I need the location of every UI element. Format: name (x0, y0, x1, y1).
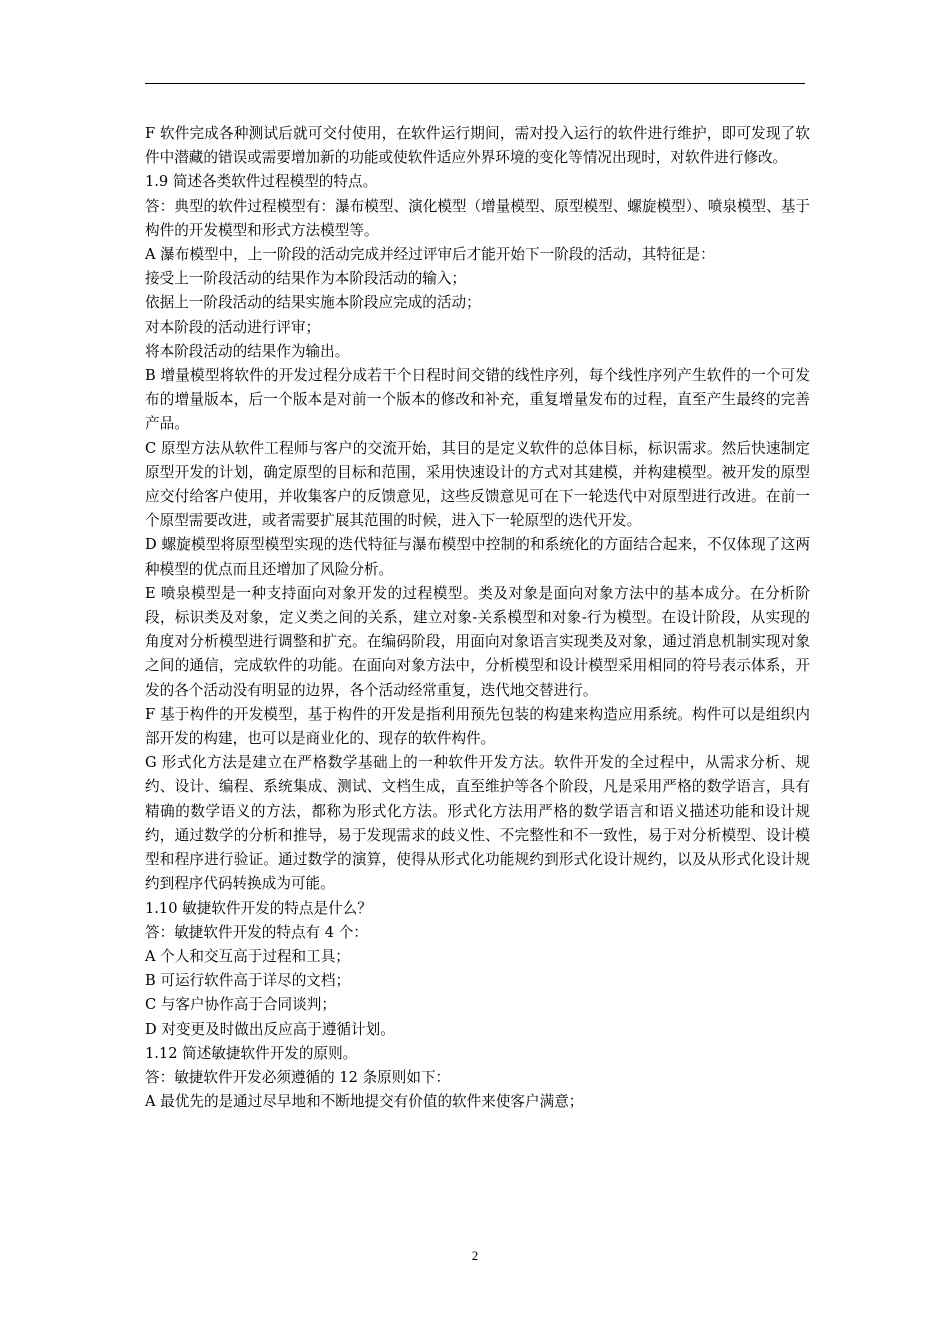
paragraph: D 螺旋模型将原型模型实现的迭代特征与瀑布模型中控制的和系统化的方面结合起来，不仅体现了这两种模型的优点而且还增加了风险分析。 (145, 536, 810, 578)
paragraph: C 与客户协作高于合同谈判； (145, 996, 336, 1014)
paragraph: 接受上一阶段活动的结果作为本阶段活动的输入； (145, 270, 467, 288)
page-number: 2 (471, 1248, 479, 1263)
paragraph: A 瀑布模型中，上一阶段的活动完成并经过评审后才能开始下一阶段的活动，其特征是： (145, 246, 715, 264)
section-question: 1.10 敏捷软件开发的特点是什么？ (145, 899, 372, 917)
paragraph: D 对变更及时做出反应高于遵循计划。 (145, 1020, 395, 1038)
paragraph: 答：典型的软件过程模型有：瀑布模型、演化模型（增量模型、原型模型、螺旋模型）、喷泉模型、基于构件的开发模型和形式方法模型等。 (145, 197, 810, 239)
page-body (145, 122, 810, 1114)
section-question: 1.12 简述敏捷软件开发的原则。 (145, 1044, 358, 1062)
paragraph: A 最优先的是通过尽早地和不断地提交有价值的软件来使客户满意； (145, 1093, 584, 1111)
section-question: 1.9 简述各类软件过程模型的特点。 (145, 173, 378, 191)
paragraph: C 原型方法从软件工程师与客户的交流开始，其目的是定义软件的总体目标，标识需求。然后快速制定原型开发的计划，确定原型的目标和范围，采用快速设计的方式对其建模，并构建模型。被开发的原型应交付给客户使用，并收集客户的反馈意见，这些反馈意见可在下一轮迭代中对原型进行改进。在前一个原型需要改进，或者需要扩展其范围的时候，进入下一轮原型的迭代开发。 (145, 439, 810, 530)
paragraph: 对本阶段的活动进行评审； (145, 318, 321, 336)
paragraph: 依据上一阶段活动的结果实施本阶段应完成的活动； (145, 294, 481, 312)
paragraph: G 形式化方法是建立在严格数学基础上的一种软件开发方法。软件开发的全过程中，从需求分析、规约、设计、编程、系统集成、测试、文档生成，直至维护等各个阶段，凡是采用严格的数学语言，具有精确的数学语义的方法，都称为形式化方法。形式化方法用严格的数学语言和语义描述功能和设计规约，通过数学的分析和推导，易于发现需求的歧义性、不完整性和不一致性，易于对分析模型、设计模型和程序进行验证。通过数学的演算，使得从形式化功能规约到形式化设计规约，以及从形式化设计规约到程序代码转换成为可能。 (145, 754, 810, 893)
paragraph: A 个人和交互高于过程和工具； (145, 947, 350, 965)
header-rule (145, 83, 805, 84)
paragraph: 将本阶段活动的结果作为输出。 (145, 342, 350, 360)
paragraph: B 可运行软件高于详尽的文档； (145, 972, 351, 990)
paragraph: 答：敏捷软件开发的特点有 4 个： (145, 923, 368, 941)
paragraph: B 增量模型将软件的开发过程分成若干个日程时间交错的线性序列，每个线性序列产生软件的一个可发布的增量版本，后一个版本是对前一个版本的修改和补充，重复增量发布的过程，直至产生最终的完善产品。 (145, 367, 810, 433)
paragraph: 答：敏捷软件开发必须遵循的 12 条原则如下： (145, 1068, 451, 1086)
paragraph: E 喷泉模型是一种支持面向对象开发的过程模型。类及对象是面向对象方法中的基本成分。在分析阶段，标识类及对象，定义类之间的关系，建立对象-关系模型和对象-行为模型。在设计阶段，从实现的角度对分析模型进行调整和扩充。在编码阶段，用面向对象语言实现类及对象，通过消息机制实现对象之间的通信，完成软件的功能。在面向对象方法中，分析模型和设计模型采用相同的符号表示体系，开发的各个活动没有明显的边界，各个活动经常重复，迭代地交替进行。 (145, 584, 810, 699)
paragraph: F 软件完成各种测试后就可交付使用，在软件运行期间，需对投入运行的软件进行维护，即可发现了软件中潜藏的错误或需要增加新的功能或使软件适应外界环境的变化等情况出现时，对软件进行修改。 (145, 125, 810, 167)
paragraph: F 基于构件的开发模型，基于构件的开发是指利用预先包装的构建来构造应用系统。构件可以是组织内部开发的构建，也可以是商业化的、现存的软件构件。 (145, 705, 810, 748)
